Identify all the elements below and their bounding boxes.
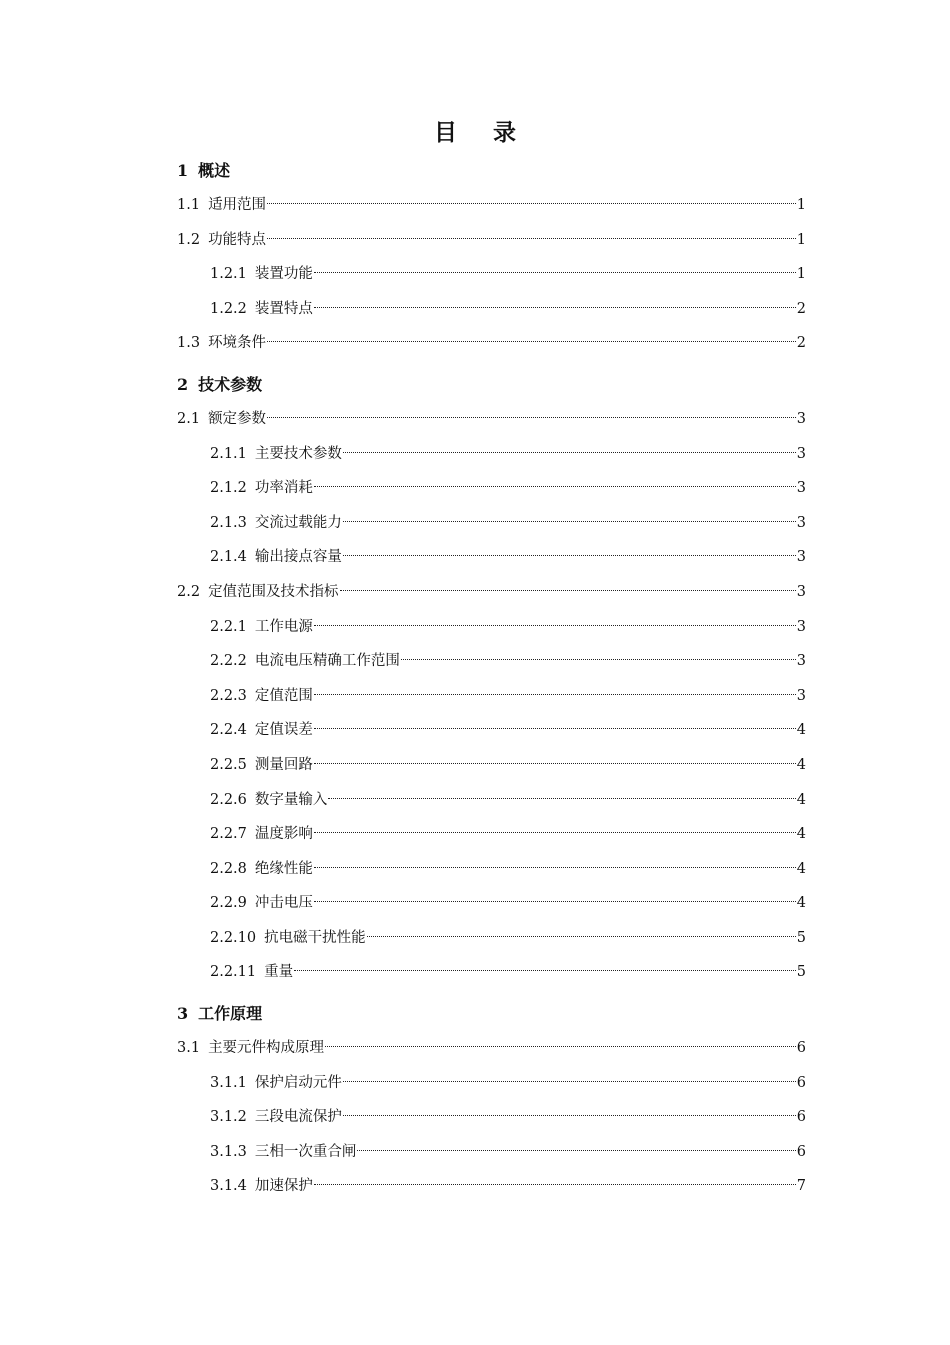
dot-leader [401, 659, 796, 660]
entry-label: 三段电流保护 [254, 1109, 342, 1126]
toc-entry[interactable] [177, 679, 806, 714]
entry-label: 定值误差 [254, 722, 313, 739]
entry-number: 2.2 [177, 583, 201, 600]
entry-page-number: 3 [796, 514, 806, 531]
toc-entry[interactable] [177, 1031, 806, 1066]
entry-number: 3.1.3 [210, 1143, 247, 1160]
entry-page-number: 1 [796, 266, 806, 283]
entry-number: 2.2.9 [210, 895, 247, 912]
entry-label: 电流电压精确工作范围 [254, 653, 400, 670]
entry-page-number: 4 [796, 756, 806, 773]
chapter-label: 工作原理 [198, 1004, 263, 1024]
dot-leader [267, 203, 796, 204]
chapter-heading[interactable] [177, 154, 806, 188]
toc-entry[interactable] [177, 257, 806, 292]
entry-page-number: 3 [796, 445, 806, 462]
toc-entry[interactable] [177, 402, 806, 437]
entry-page-number: 4 [796, 860, 806, 877]
entry-label: 装置特点 [254, 300, 313, 317]
entry-page-number: 3 [796, 653, 806, 670]
entry-number: 2.2.8 [210, 860, 247, 877]
entry-label: 功能特点 [208, 231, 267, 248]
entry-label: 主要元件构成原理 [208, 1040, 325, 1057]
entry-number: 1.1 [177, 197, 201, 213]
toc-entry[interactable] [177, 713, 806, 748]
entry-number: 1.2.2 [210, 300, 247, 317]
entry-page-number: 3 [796, 618, 806, 635]
dot-leader [325, 1046, 796, 1047]
dot-leader [267, 341, 796, 342]
toc-entry[interactable] [177, 575, 806, 610]
entry-label: 定值范围及技术指标 [208, 583, 339, 600]
entry-number: 3.1.1 [210, 1074, 247, 1091]
dot-leader [343, 555, 796, 556]
entry-label: 三相一次重合闸 [254, 1143, 357, 1160]
toc-entry[interactable] [177, 506, 806, 541]
entry-page-number: 1 [796, 231, 806, 248]
dot-leader [314, 867, 796, 868]
chapter-label: 概述 [198, 161, 231, 180]
page-title: 目 录 [433, 119, 530, 146]
entry-number: 2.2.4 [210, 722, 247, 739]
entry-page-number: 3 [796, 410, 806, 427]
entry-page-number: 3 [796, 480, 806, 497]
entry-label: 绝缘性能 [254, 860, 313, 877]
toc-entry[interactable] [177, 1066, 806, 1101]
entry-label: 温度影响 [254, 826, 313, 843]
toc-entry[interactable] [177, 852, 806, 887]
entry-label: 装置功能 [254, 266, 313, 283]
entry-number: 3.1 [177, 1040, 201, 1057]
entry-page-number: 5 [796, 929, 806, 946]
dot-leader [343, 1115, 796, 1116]
entry-page-number: 3 [796, 549, 806, 566]
entry-number: 1.3 [177, 335, 201, 352]
entry-page-number: 3 [796, 583, 806, 600]
entry-label: 加速保护 [254, 1178, 313, 1195]
entry-page-number: 6 [796, 1040, 806, 1057]
entry-label: 工作电源 [254, 618, 313, 635]
toc-entry[interactable] [177, 1169, 806, 1204]
chapter-number: 3 [177, 1004, 189, 1024]
dot-leader [343, 452, 796, 453]
entry-number: 3.1.4 [210, 1178, 247, 1195]
entry-page-number: 4 [796, 826, 806, 843]
entry-page-number: 6 [796, 1109, 806, 1126]
toc-entry[interactable] [177, 1135, 806, 1170]
toc-entry[interactable] [177, 886, 806, 921]
toc-entry[interactable] [177, 783, 806, 818]
entry-label: 功率消耗 [254, 480, 313, 497]
entry-number: 2.2.10 [210, 929, 257, 946]
toc-entry[interactable] [177, 644, 806, 679]
entry-page-number: 5 [796, 964, 806, 981]
toc-entry[interactable] [177, 955, 806, 990]
entry-number: 2.1.3 [210, 514, 247, 531]
toc-entry[interactable] [177, 188, 806, 223]
dot-leader [343, 521, 796, 522]
chapter-label: 技术参数 [198, 374, 263, 394]
entry-label: 数字量输入 [254, 791, 328, 808]
entry-number: 2.2.6 [210, 791, 247, 808]
dot-leader [267, 417, 796, 418]
dot-leader [367, 936, 796, 937]
dot-leader [294, 970, 796, 971]
entry-label: 输出接点容量 [254, 549, 342, 566]
chapter-number: 2 [177, 374, 189, 394]
dot-leader [314, 763, 796, 764]
entry-label: 交流过载能力 [254, 514, 342, 531]
entry-number: 2.2.7 [210, 826, 247, 843]
dot-leader [314, 625, 796, 626]
entry-page-number: 6 [796, 1074, 806, 1091]
entry-label: 保护启动元件 [254, 1074, 342, 1091]
entry-number: 2.1.2 [210, 480, 247, 497]
chapter-heading[interactable] [177, 997, 806, 1031]
dot-leader [267, 238, 796, 239]
dot-leader [343, 1081, 796, 1082]
entry-number: 2.2.1 [210, 618, 247, 635]
toc-entry[interactable] [177, 921, 806, 956]
entry-label: 主要技术参数 [254, 445, 342, 462]
dot-leader [314, 694, 796, 695]
entry-label: 重量 [264, 964, 294, 981]
entry-label: 抗电磁干扰性能 [264, 929, 366, 946]
dot-leader [328, 798, 795, 799]
entry-page-number: 3 [796, 687, 806, 704]
entry-page-number: 4 [796, 722, 806, 739]
entry-page-number: 6 [796, 1143, 806, 1160]
entry-page-number: 4 [796, 791, 806, 808]
toc-entry[interactable] [177, 292, 806, 327]
entry-label: 测量回路 [254, 756, 313, 773]
entry-label: 环境条件 [208, 335, 267, 352]
entry-number: 2.2.3 [210, 687, 247, 704]
entry-page-number: 4 [796, 895, 806, 912]
entry-label: 定值范围 [254, 687, 313, 704]
toc-entry[interactable] [177, 1100, 806, 1135]
dot-leader [314, 728, 796, 729]
dot-leader [314, 901, 796, 902]
toc-entry[interactable] [177, 748, 806, 783]
chapter-heading[interactable] [177, 368, 806, 402]
entry-page-number: 7 [796, 1178, 806, 1195]
entry-number: 2.1.4 [210, 549, 247, 566]
entry-number: 2.2.5 [210, 756, 247, 773]
entry-number: 3.1.2 [210, 1109, 247, 1126]
dot-leader [314, 1184, 796, 1185]
toc-entry[interactable] [177, 437, 806, 472]
entry-number: 2.2.11 [210, 964, 257, 981]
entry-page-number: 2 [796, 335, 806, 352]
dot-leader [357, 1150, 795, 1151]
dot-leader [340, 590, 796, 591]
entry-number: 2.1 [177, 410, 201, 427]
entry-number: 2.2.2 [210, 653, 247, 670]
chapter-number: 1 [177, 161, 189, 180]
entry-number: 1.2.1 [210, 266, 247, 283]
entry-number: 1.2 [177, 231, 201, 248]
dot-leader [314, 272, 796, 273]
toc-entry[interactable] [177, 817, 806, 852]
table-of-contents [177, 154, 806, 1204]
dot-leader [314, 486, 796, 487]
entry-label: 额定参数 [208, 410, 267, 427]
entry-page-number: 2 [796, 300, 806, 317]
toc-entry[interactable] [177, 610, 806, 645]
entry-label: 适用范围 [208, 197, 267, 213]
toc-entry[interactable] [177, 471, 806, 506]
toc-entry[interactable] [177, 326, 806, 361]
entry-page-number: 1 [796, 197, 806, 213]
toc-entry[interactable] [177, 540, 806, 575]
dot-leader [314, 832, 796, 833]
toc-entry[interactable] [177, 223, 806, 258]
entry-label: 冲击电压 [254, 895, 313, 912]
entry-number: 2.1.1 [210, 445, 247, 462]
dot-leader [314, 307, 796, 308]
